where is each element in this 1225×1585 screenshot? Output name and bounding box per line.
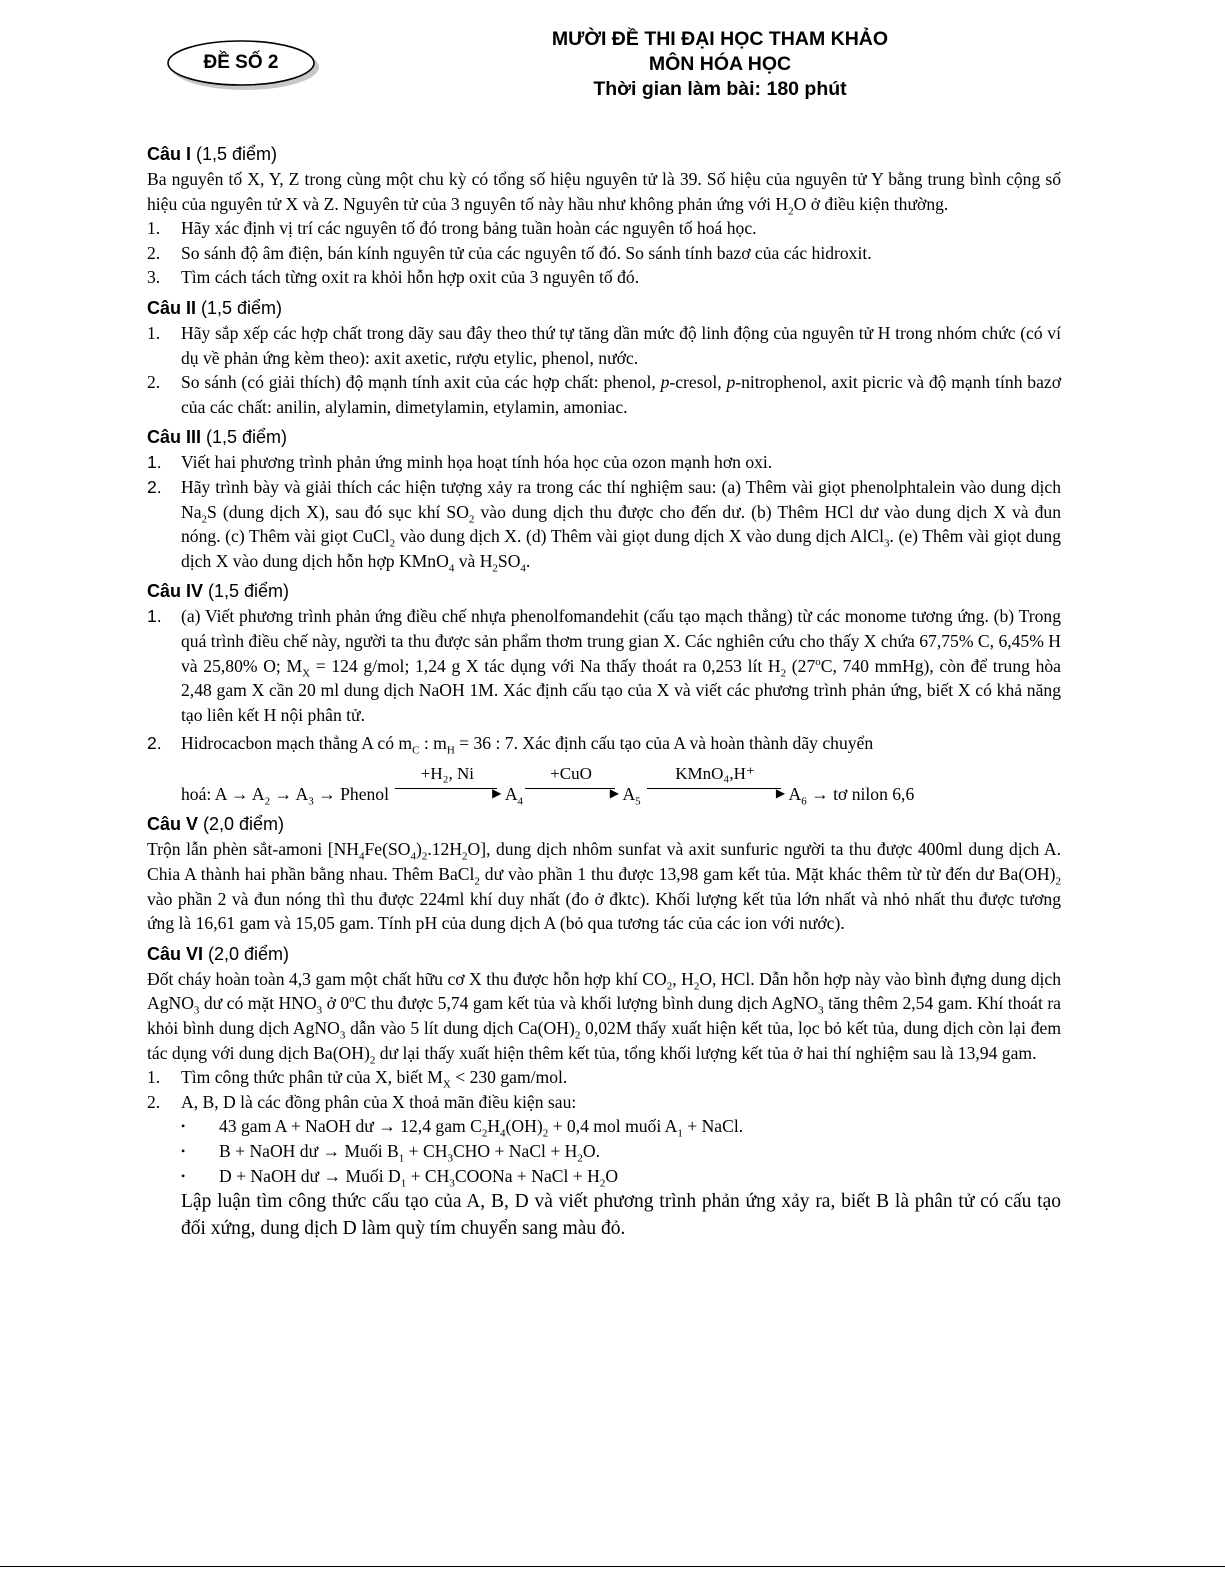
question-1-item-1: 1. Hãy xác định vị trí các nguyên tố đó trong bảng tuần hoàn các nguyên tố hoá học.	[147, 218, 757, 239]
question-2-item-2: 2. So sánh (có giải thích) độ mạnh tính axit của các hợp chất: phenol, p-cresol, p-nitrophenol, axit picric và độ mạnh tính bazơ của các chất: anilin, alylamin, dimetylamin, etylamin, amoniac.	[147, 372, 1062, 417]
page-header	[480, 27, 960, 102]
question-1-intro: Ba nguyên tố X, Y, Z trong cùng một chu kỳ có tổng số hiệu nguyên tử là 39. Số hiệu của nguyên tử Y bằng trung bình cộng số hiệu của nguyên tử X và Z. Nguyên tử của 3 nguyên tố này hầu như không phản ứng với $H_2O$ ở điều kiện thường.	[147, 169, 1061, 218]
question-4-label: Câu IV	[147, 581, 204, 602]
question-3-heading	[147, 424, 1061, 450]
arrow-cuo: +CuO ▶	[523, 776, 619, 800]
question-3-label: Câu III	[147, 427, 202, 448]
question-6-conclusion: Lập luận tìm công thức cấu tạo của A, B, D và viết phương trình phản ứng xảy ra, biết B là phân tử có cấu tạo đối xứng, dung dịch D làm quỳ tím chuyển sang màu đỏ.	[181, 1191, 1061, 1240]
question-5-text: Trộn lẫn phèn sắt-amoni $[NH_4Fe(SO_4)_2.12H_2O]$, dung dịch nhôm sunfat và axit sunfuric người ta thu được 400ml dung dịch A. Chia A thành hai phần bằng nhau. Thêm BaCl$_2$ dư vào phần 1 thu được 13,98 gam kết tủa. Mặt khác thêm từ từ đến dư $Ba(OH)_2$ vào phần 2 và đun nóng thì thu được 224ml khí duy nhất (đo ở đktc). Khối lượng kết tủa lớn nhất và nhỏ nhất thu được tương ứng là 16,61 gam và 15,05 gam. Tính pH của dung dịch A (bỏ qua tương tác của các ion với nước).	[147, 839, 1061, 934]
exam-number-badge	[165, 37, 315, 91]
condition-b: • B + NaOH dư → Muối $B_1 + CH_3CHO$ + NaCl + $H_2O$.	[181, 1141, 600, 1165]
mass-ratio: $m_C$ : $m_H = 36$ : 7	[398, 733, 514, 757]
question-5-label: Câu V	[147, 814, 199, 835]
question-1-heading	[147, 141, 1061, 167]
question-3-points: (1,5 điểm)	[201, 427, 288, 448]
condition-d: • D + NaOH dư → Muối $D_1$ + $CH_3COONa$ + NaCl + $H_2O$	[181, 1165, 619, 1190]
question-6-item-2: 2. A, B, D là các đồng phân của X thoả mãn điều kiện sau:	[147, 1091, 577, 1112]
reaction-chain: hoá: $A \to A_2 \to A_3$ → Phenol +H₂, Ni ▶ $A_4$ +CuO ▶ $A_5$ KMnO₄,H⁺ ▶ $A_6$ → tơ nilon 6,6	[181, 763, 915, 808]
question-6-text: Đốt cháy hoàn toàn 4,3 gam một chất hữu cơ X thu được hỗn hợp khí $CO_2$, $H_2O$, HCl. Dẫn hỗn hợp này vào bình đựng dung dịch AgNO$_3$ dư có mặt $HNO_3$ ở 0$^o$C thu được 5,74 gam kết tủa và khối lượng bình dung dịch AgNO$_3$ tăng thêm 2,54 gam. Khí thoát ra khỏi bình dung dịch AgNO$_3$ dẫn vào 5 lít dung dịch $Ca(OH)_2$ 0,02M thấy xuất hiện kết tủa, lọc bỏ kết tủa, dung dịch còn lại đem tác dụng với dung dịch $Ba(OH)_2$ dư lại thấy xuất hiện thêm kết tủa, tổng khối lượng kết tủa ở hai thí nghiệm sau là 13,94 gam.	[147, 968, 1061, 1067]
header-subject: MÔN HÓA HỌC	[648, 53, 792, 75]
question-4-item-1: 1. (a) Viết phương trình phản ứng điều chế nhựa phenolfomandehit (cấu tạo mạch thẳng) từ các monome tương ứng. (b) Trong quá trình điều chế này, người ta thu được sản phẩm thơm trung gian X. Các nghiên cứu cho thấy X chứa 67,75% C, 6,45% H và 25,80% O; $M_X = 124$ g/mol; 1,24 g X tác dụng với Na thấy thoát ra 0,253 lít $H_2$ (27$^o$C, 740 mmHg), còn để trung hòa 2,48 gam X cần 20 ml dung dịch NaOH 1M. Xác định cấu tạo của X và viết các phương trình phản ứng, biết X có khả năng tạo liên kết H nội phân tử.	[147, 606, 1061, 725]
question-6-item-1: 1. Tìm công thức phân tử của X, biết $M_X < 230$ gam/mol.	[147, 1067, 568, 1091]
bottom-rule	[0, 1566, 1225, 1567]
badge-label: ĐỀ SỐ 2	[203, 52, 279, 73]
arrow-h2-ni: +H₂, Ni ▶	[393, 776, 501, 800]
question-2-label: Câu II	[147, 297, 197, 318]
question-2-item-1: 1. Hãy sắp xếp các hợp chất trong dãy sau đây theo thứ tự tăng dần mức độ linh động của nguyên tử H trong nhóm chức (có ví dụ về phản ứng kèm theo): axit axetic, rượu etylic, phenol, nước.	[147, 322, 1061, 368]
question-6-points: (2,0 điểm)	[203, 943, 290, 964]
question-3-item-2: 2. Hãy trình bày và giải thích các hiện tượng xảy ra trong các thí nghiệm sau: (a) Thêm vài giọt phenolphtalein vào dung dịch $Na_2S$ (dung dịch X), sau đó sục khí $SO_2$ vào dung dịch thu được cho đến dư. (b) Thêm HCl dư vào dung dịch X và đun nóng. (c) Thêm vài giọt CuCl$_2$ vào dung dịch X. (d) Thêm vài giọt dung dịch X vào dung dịch AlCl$_3$. (e) Thêm vài giọt dung dịch X vào dung dịch hỗn hợp KMnO$_4$ và $H_2SO_4$.	[147, 476, 1062, 575]
question-6-label: Câu VI	[147, 943, 204, 964]
arrow-kmno4: KMnO₄,H⁺ ▶	[645, 776, 785, 800]
question-5-heading	[147, 811, 1061, 837]
header-time: Thời gian làm bài: 180 phút	[593, 78, 847, 100]
question-6-heading	[147, 941, 1061, 967]
question-2-heading	[147, 295, 1061, 321]
condition-a: • 43 gam A + NaOH dư → 12,4 gam $C_2H_4(OH)_2 + 0,4$ mol muối $A_1$ + NaCl.	[181, 1116, 744, 1140]
question-2-points: (1,5 điểm)	[196, 297, 283, 318]
exam-content	[147, 136, 1061, 1242]
question-1-label: Câu I	[147, 144, 192, 164]
header-title: MƯỜI ĐỀ THI ĐẠI HỌC THAM KHẢO	[551, 28, 889, 50]
question-3-item-1: 1. Viết hai phương trình phản ứng minh họa hoạt tính hóa học của ozon mạnh hơn oxi.	[147, 452, 773, 473]
question-4-heading	[147, 578, 1061, 604]
question-4-item-2: 2. Hidrocacbon mạch thẳng A có $m_C$ : $m_H = 36$ : 7. Xác định cấu tạo của A và hoàn thành dãy chuyển	[147, 733, 874, 757]
question-4-points: (1,5 điểm)	[203, 581, 290, 602]
question-1-item-3: 3. Tìm cách tách từng oxit ra khỏi hỗn hợp oxit của 3 nguyên tố đó.	[147, 267, 640, 288]
question-5-points: (2,0 điểm)	[198, 814, 285, 835]
question-1-points: (1,5 điểm)	[191, 144, 278, 164]
question-1-item-2: 2. So sánh độ âm điện, bán kính nguyên tử của các nguyên tố đó. So sánh tính bazơ của các hidroxit.	[147, 242, 872, 263]
